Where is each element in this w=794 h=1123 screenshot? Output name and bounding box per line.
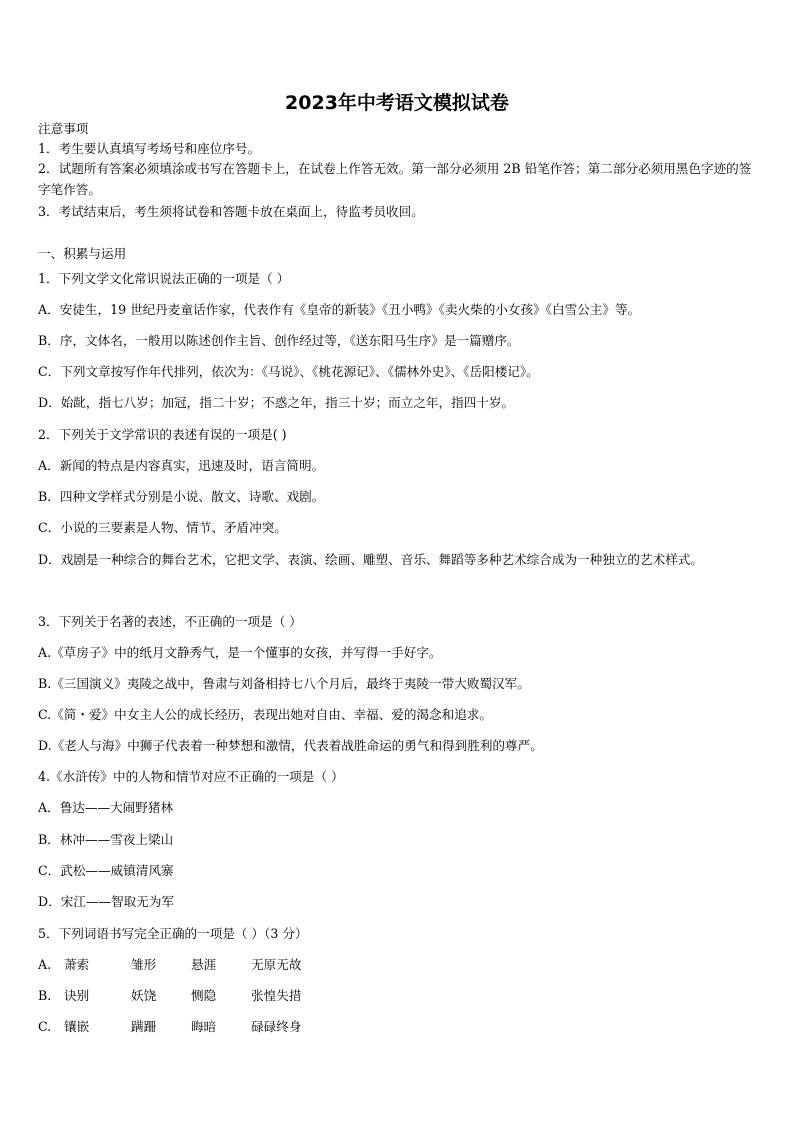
question-option: D.《老人与海》中狮子代表着一种梦想和激情，代表着战胜命运的勇气和得到胜利的尊严。: [38, 738, 543, 753]
option-word: 诀别: [64, 988, 90, 1003]
option-label: A.: [38, 957, 52, 972]
section-heading: 一、积累与运用: [38, 246, 127, 261]
option-word: 萧索: [64, 957, 90, 972]
option-word: 恻隐: [191, 988, 217, 1003]
word-option-row: [38, 957, 301, 973]
option-word: 张惶失措: [251, 988, 302, 1003]
question-stem: 3．下列关于名著的表述，不正确的一项是（ ）: [38, 614, 302, 629]
option-word: 晦暗: [191, 1019, 217, 1034]
option-word: 无原无故: [251, 957, 302, 972]
question-stem: 1．下列文学文化常识说法正确的一项是（ ）: [38, 271, 290, 286]
question-option: C．下列文章按写作年代排列，依次为：《马说》、《桃花源记》、《儒林外史》、《岳阳楼记》。: [38, 364, 539, 379]
question-option: B．序，文体名，一般用以陈述创作主旨、创作经过等，《送东阳马生序》是一篇赠序。: [38, 333, 520, 348]
notice-item: 3．考试结束后，考生须将试卷和答题卡放在桌面上，待监考员收回。: [38, 204, 424, 219]
question-option: A．新闻的特点是内容真实，迅速及时，语言简明。: [38, 458, 325, 473]
word-option-row: [38, 988, 301, 1004]
question-option: A.《草房子》中的纸月文静秀气，是一个懂事的女孩，并写得一手好字。: [38, 645, 442, 660]
option-label: C.: [38, 1019, 52, 1034]
option-word: 碌碌终身: [251, 1019, 302, 1034]
option-word: 蹒跚: [131, 1019, 157, 1034]
question-option: D．宋江——智取无为军: [38, 894, 175, 909]
question-option: C．小说的三要素是人物、情节、矛盾冲突。: [38, 520, 287, 535]
option-word: 悬涯: [191, 957, 217, 972]
option-word: 镶嵌: [64, 1019, 90, 1034]
option-label: B.: [38, 988, 52, 1003]
option-word: 雏形: [131, 957, 157, 972]
question-stem: 4.《水浒传》中的人物和情节对应不正确的一项是（ ）: [38, 769, 344, 784]
question-option: B．林冲——雪夜上梁山: [38, 832, 174, 847]
notice-item: 2．试题所有答案必须填涂或书写在答题卡上，在试卷上作答无效。第一部分必须用 2B 铅笔作答；第二部分必须用黑色字迹的签字笔作答。: [38, 161, 752, 197]
question-option: C.《简・爱》中女主人公的成长经历，表现出她对自由、幸福、爱的渴念和追求。: [38, 707, 492, 722]
question-option: B.《三国演义》夷陵之战中，鲁肃与刘备相持七八个月后，最终于夷陵一带大败蜀汉军。: [38, 676, 530, 691]
page-title: 2023年中考语文模拟试卷: [285, 92, 509, 114]
question-stem: 2．下列关于文学常识的表述有误的一项是( ): [38, 427, 287, 442]
question-option: A．安徒生，19 世纪丹麦童话作家，代表作有《皇帝的新装》《丑小鸭》《卖火柴的小女孩》《白雪公主》等。: [38, 302, 641, 317]
question-option: A．鲁达——大闹野猪林: [38, 800, 174, 815]
notice-heading: 注意事项: [38, 121, 89, 136]
word-option-row: [38, 1019, 301, 1035]
question-option: D．戏剧是一种综合的舞台艺术，它把文学、表演、绘画、雕塑、音乐、舞蹈等多种艺术综合成为一种独立的艺术样式。: [38, 552, 703, 567]
notice-item: 1．考生要认真填写考场号和座位序号。: [38, 141, 261, 156]
question-stem: 5．下列词语书写完全正确的一项是（ ）（3 分）: [38, 926, 308, 941]
option-word: 妖饶: [131, 988, 157, 1003]
question-option: B．四种文学样式分别是小说、散文、诗歌、戏剧。: [38, 489, 325, 504]
question-option: C．武松——威镇清风寨: [38, 863, 174, 878]
question-option: D．始龀，指七八岁；加冠，指二十岁；不惑之年，指三十岁；而立之年，指四十岁。: [38, 395, 515, 410]
